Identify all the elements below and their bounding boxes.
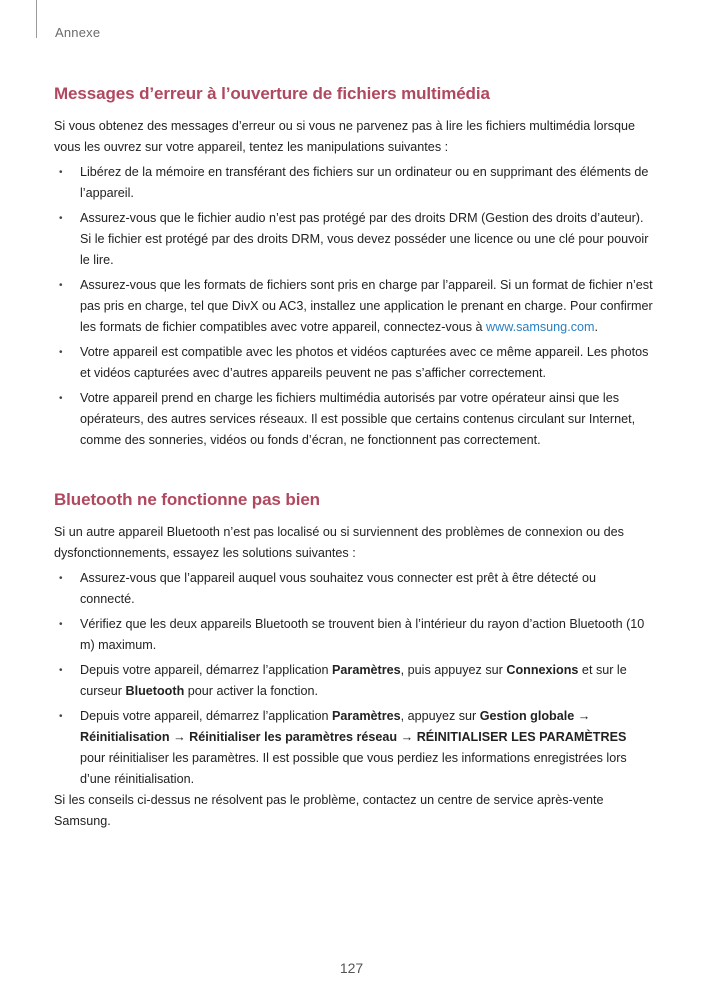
bullet-icon: • [59,619,63,630]
text-run: , appuyez sur [400,709,480,723]
list-item-text: Votre appareil est compatible avec les photos et vidéos capturées avec ce même appareil. Les photos et vidéos capturées avec d’autres appareils peuvent ne pas s’afficher correctement. [80,345,649,380]
general-management-menu-name: Gestion globale [479,709,575,723]
list-item-text: Votre appareil prend en charge les fichiers multimédia autorisés par votre opérateur ainsi que les opérateurs, des autres services réseaux. Il est possible que certains contenus circulant sur Internet, comme des sonneries, vidéos ou fonds d’écran, ne fonctionnent pas correctement. [80,391,636,447]
list-item [54,706,654,790]
list-item-text: Assurez-vous que les formats de fichiers sont pris en charge par l’appareil. Si un format de fichier n’est pas pris en charge, tel que DivX ou AC3, installez une application le prenant en charge. Pour confirmer les formats de fichier compatibles avec votre appareil, connectez-vous à [80,278,653,334]
section-title-media-errors: Messages d’erreur à l’ouverture de fichiers multimédia [54,84,490,103]
bullet-icon: • [59,213,63,224]
list-item [54,208,654,271]
list-item [54,568,654,610]
reset-menu-name: Réinitialisation [80,730,170,744]
connections-menu-name: Connexions [506,663,579,677]
page-number: 127 [339,960,364,976]
header-label: Annexe [55,25,101,40]
reset-network-settings-name: Réinitialiser les paramètres réseau [189,730,398,744]
arrow-icon: → [169,730,190,744]
arrow-icon: → [397,730,417,744]
bullet-icon: • [59,167,63,178]
text-run: Depuis votre appareil, démarrez l’application [80,709,333,723]
reset-settings-button-name: RÉINITIALISER LES PARAMÈTRES [416,730,627,744]
list-item [54,660,654,702]
section-intro-bluetooth: Si un autre appareil Bluetooth n’est pas localisé ou si surviennent des problèmes de connexion ou des dysfonctionnements, essayez les solutions suivantes : [54,525,624,560]
bullet-icon: • [59,665,63,676]
samsung-website-link[interactable]: www.samsung.com [486,320,595,334]
section-title-bluetooth: Bluetooth ne fonctionne pas bien [54,490,320,509]
text-run: pour activer la fonction. [184,684,318,698]
list-item [54,342,654,384]
section-outro-bluetooth: Si les conseils ci-dessus ne résolvent pas le problème, contactez un centre de service après-vente Samsung. [54,793,604,828]
text-run: pour réinitialiser les paramètres. Il est possible que vous perdiez les informations enregistrées lors d’une réinitialisation. [80,751,627,786]
bullet-icon: • [59,347,63,358]
text-run: , puis appuyez sur [400,663,507,677]
list-item [54,275,654,338]
arrow-icon: → [574,709,591,723]
bullet-icon: • [59,393,63,404]
bullet-icon: • [59,280,63,291]
settings-app-name: Paramètres [332,663,401,677]
bluetooth-switch-name: Bluetooth [125,684,185,698]
list-item [54,162,654,204]
list-item [54,614,654,656]
list-item-text: Assurez-vous que l’appareil auquel vous souhaitez vous connecter est prêt à être détecté ou connecté. [80,571,596,606]
settings-app-name: Paramètres [332,709,401,723]
list-item-text: Vérifiez que les deux appareils Bluetooth se trouvent bien à l’intérieur du rayon d’action Bluetooth (10 m) maximum. [80,617,645,652]
text-run: Depuis votre appareil, démarrez l’application [80,663,333,677]
list-item-text: Libérez de la mémoire en transférant des fichiers sur un ordinateur ou en supprimant des éléments de l’appareil. [80,165,649,200]
list-item [54,388,654,451]
bullet-list-media-errors [54,162,654,455]
text-run: et sur le curseur [80,663,627,698]
section-intro-media-errors: Si vous obtenez des messages d’erreur ou si vous ne parvenez pas à lire les fichiers multimédia lorsque vous les ouvrez sur votre appareil, tentez les manipulations suivantes : [54,119,636,154]
header-corner-line [36,0,37,38]
bullet-icon: • [59,711,63,722]
list-item-text: Assurez-vous que le fichier audio n’est pas protégé par des droits DRM (Gestion des droits d’auteur). Si le fichier est protégé par des droits DRM, vous devez posséder une licence ou une clé pour pouvoir le lire. [80,211,649,267]
bullet-icon: • [59,573,63,584]
link-suffix: . [594,320,598,334]
bullet-list-bluetooth [54,568,654,794]
